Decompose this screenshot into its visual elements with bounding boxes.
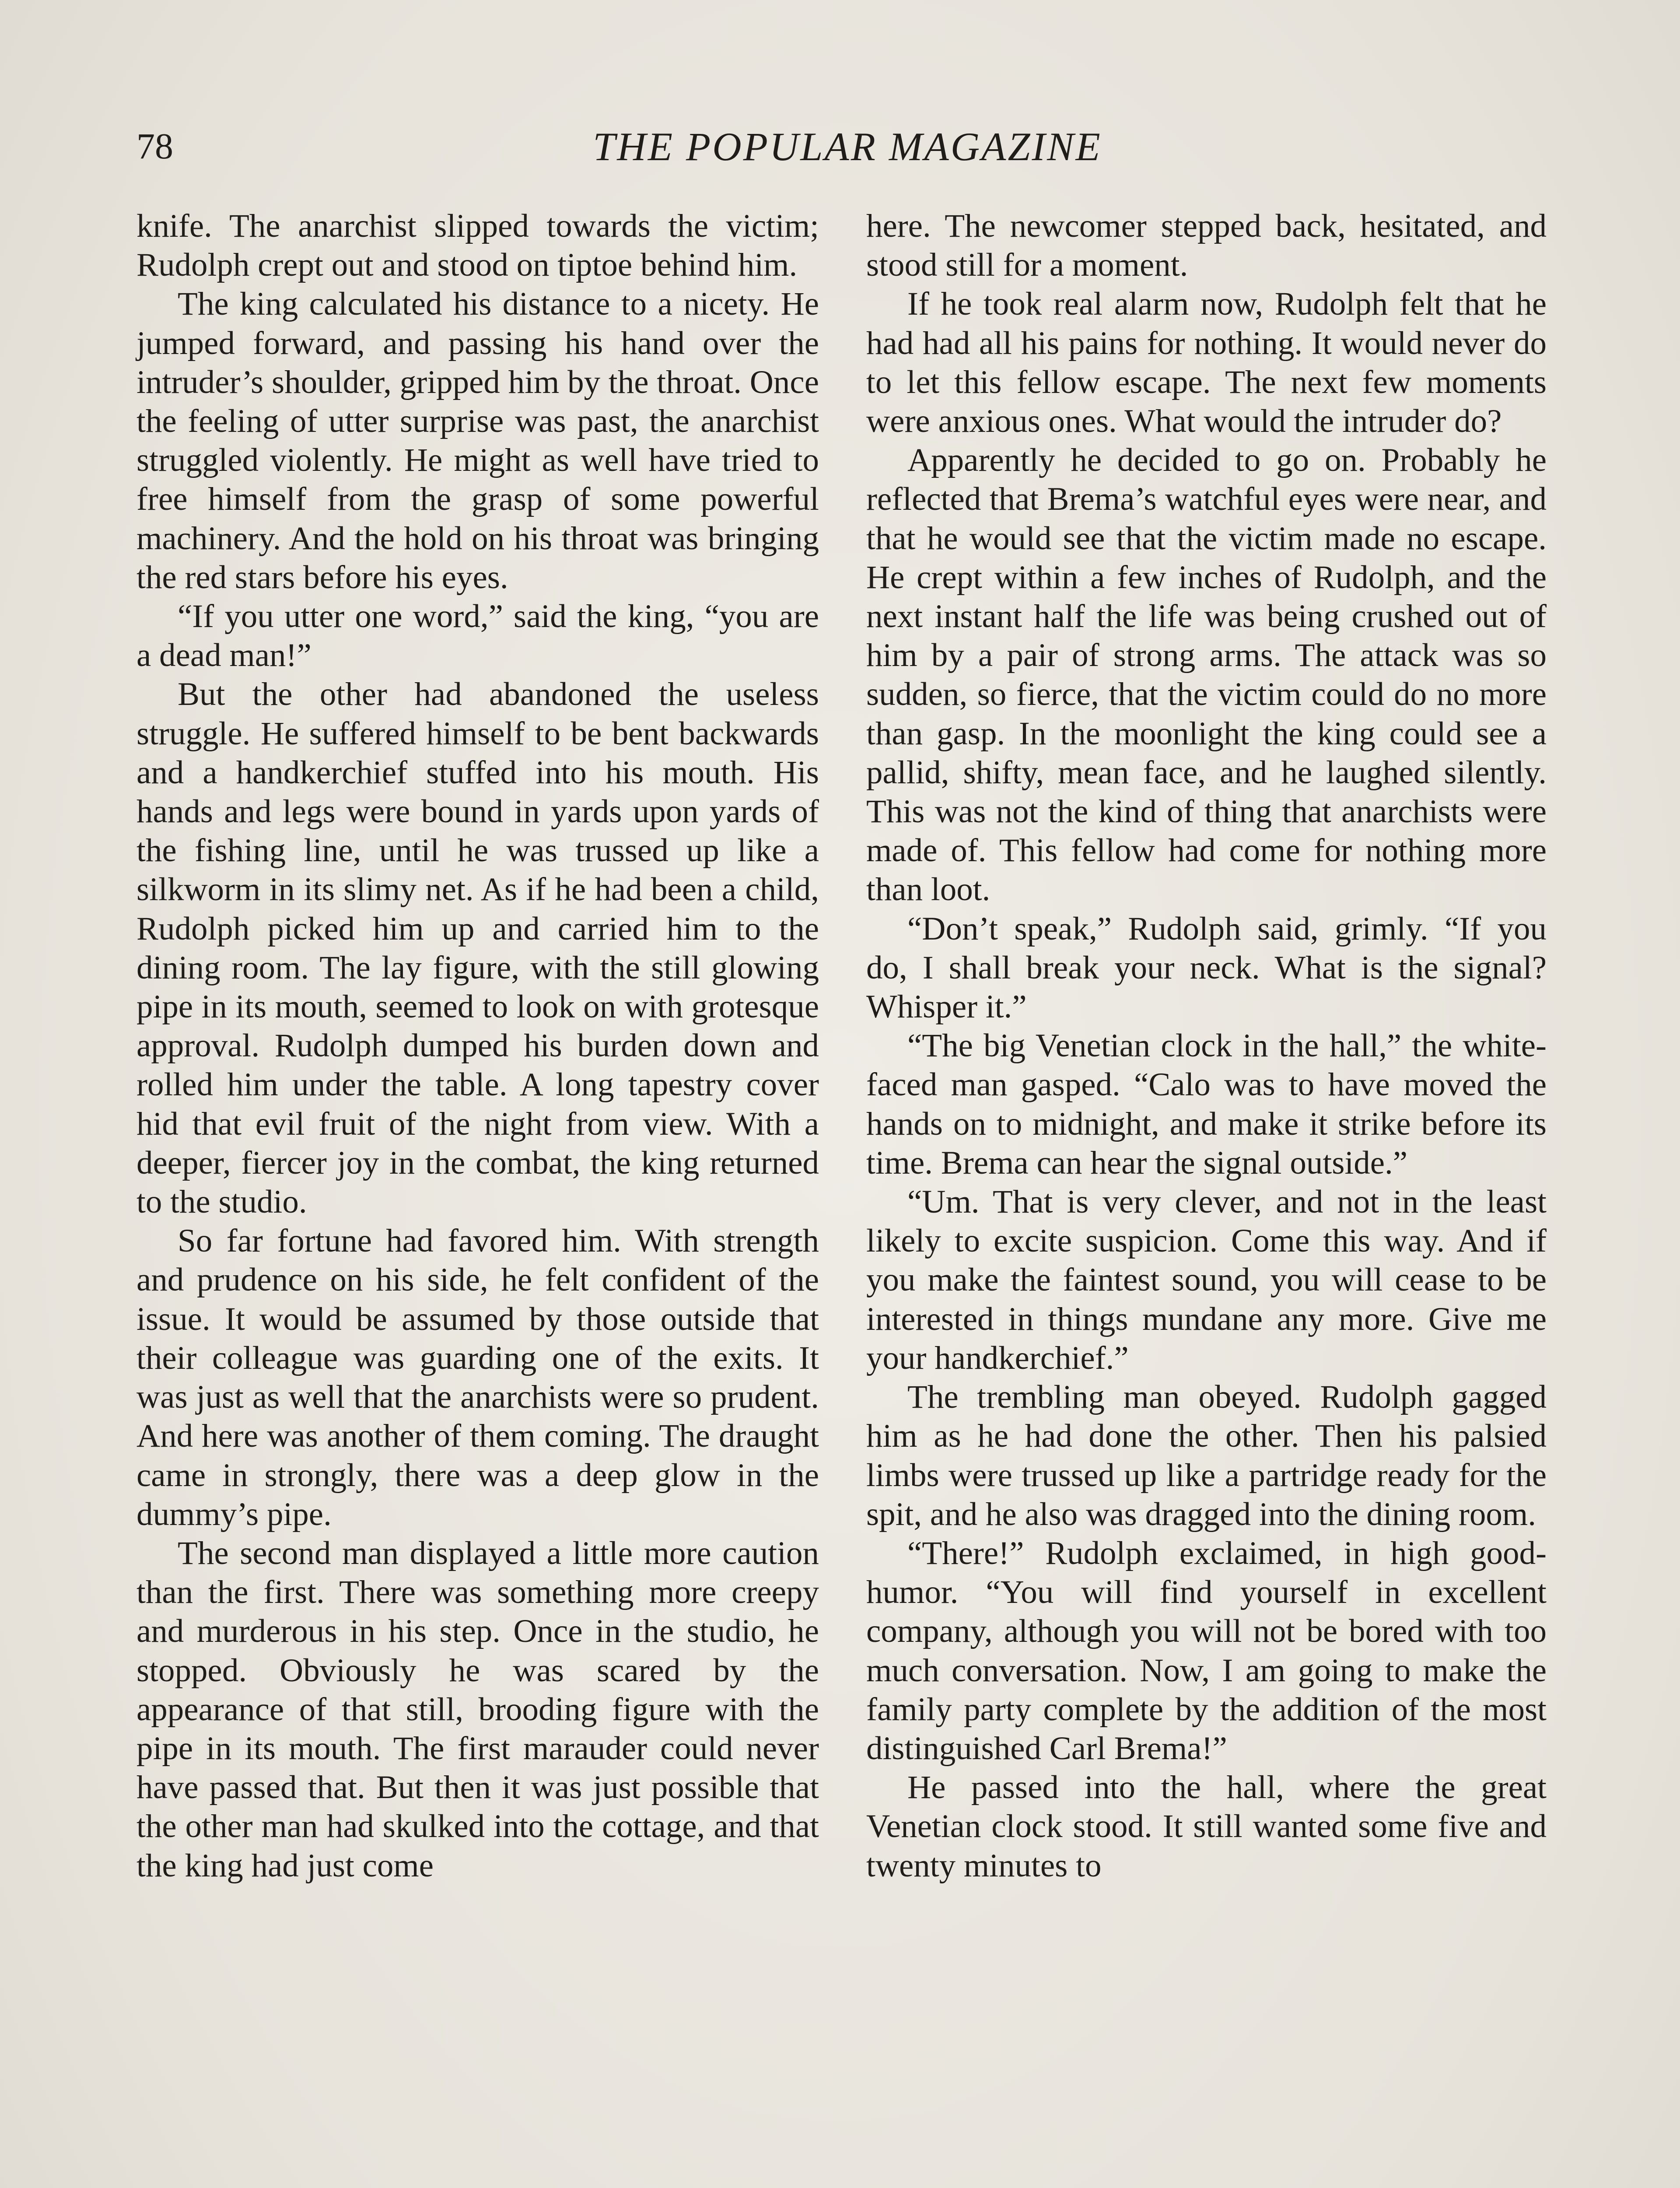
paragraph: “If you utter one word,” said the king, “you are a dead man!” [136,598,819,674]
paragraph: The trembling man obeyed. Rudolph gagged him as he had done the other. Then his palsied limbs were trussed up like a partridge ready for the spit, and he also was dragged into the dining room. [866,1379,1547,1532]
paragraph: Apparently he decided to go on. Probably he reflected that Brema’s watchful eyes were near, and that he would see that the victim made no escape. He crept within a few inches of Rudolph, and the next instant half the life was being crushed out of him by a pair of strong arms. The attack was so sudden, so fierce, that the victim could do no more than gasp. In the moonlight the king could see a pallid, shifty, mean face, and he laughed silently. This was not the kind of thing that anarchists were made of. This fellow had come for nothing more than loot. [866,442,1547,908]
page-number: 78 [136,126,173,167]
paragraph: But the other had abandoned the useless struggle. He suffered himself to be bent backwards and a handkerchief stuffed into his mouth. His hands and legs were bound in yards upon yards of the fishing line, until he was trussed up like a silkworm in its slimy net. As if he had been a child, Rudolph picked him up and carried him to the dining room. The lay figure, with the still glowing pipe in its mouth, seemed to look on with grotesque approval. Rudolph dumped his burden down and rolled him under the table. A long tapestry cover hid that evil fruit of the night from view. With a deeper, fiercer joy in the combat, the king returned to the studio. [136,676,819,1220]
running-head: THE POPULAR MAGAZINE [593,124,1102,169]
left-column [136,207,819,1885]
paragraph: here. The newcomer stepped back, hesitated, and stood still for a moment. [866,208,1547,284]
paragraph: “Um. That is very clever, and not in the least likely to excite suspicion. Come this way. And if you make the faintest sound, you will cease to be interested in things mundane any more. Give me your handkerchief.” [866,1184,1547,1376]
paragraph: “Don’t speak,” Rudolph said, grimly. “If you do, I shall break your neck. What is the signal? Whisper it.” [866,910,1547,1025]
right-column [866,207,1547,1885]
paragraph: “The big Venetian clock in the hall,” the white-faced man gasped. “Calo was to have moved the hands on to midnight, and make it strike before its time. Brema can hear the signal outside.” [866,1027,1547,1181]
page-header [136,118,1558,175]
paragraph: He passed into the hall, where the great Venetian clock stood. It still wanted some five and twenty minutes to [866,1769,1547,1884]
paragraph: So far fortune had favored him. With strength and prudence on his side, he felt confident of the issue. It would be assumed by those outside that their colleague was guarding one of the exits. It was just as well that the anarchists were so prudent. And here was another of them coming. The draught came in strongly, there was a deep glow in the dummy’s pipe. [136,1223,819,1532]
paragraph: The second man displayed a little more caution than the first. There was something more creepy and murderous in his step. Once in the studio, he stopped. Obviously he was scared by the appearance of that still, brooding figure with the pipe in its mouth. The first marauder could never have passed that. But then it was just possible that the other man had skulked into the cottage, and that the king had just come [136,1535,819,1884]
paragraph: If he took real alarm now, Rudolph felt that he had had all his pains for nothing. It would never do to let this fellow escape. The next few moments were anxious ones. What would the intruder do? [866,286,1547,440]
paragraph: The king calculated his distance to a nicety. He jumped forward, and passing his hand over the intruder’s shoulder, gripped him by the throat. Once the feeling of utter surprise was past, the anarchist struggled violently. He might as well have tried to free himself from the grasp of some powerful machinery. And the hold on his throat was bringing the red stars before his eyes. [136,286,819,596]
paragraph: knife. The anarchist slipped towards the victim; Rudolph crept out and stood on tiptoe behind him. [136,208,819,284]
paragraph: “There!” Rudolph exclaimed, in high good-humor. “You will find yourself in excellent company, although you will not be bored with too much conversation. Now, I am going to make the family party complete by the addition of the most distinguished Carl Brema!” [866,1535,1547,1767]
